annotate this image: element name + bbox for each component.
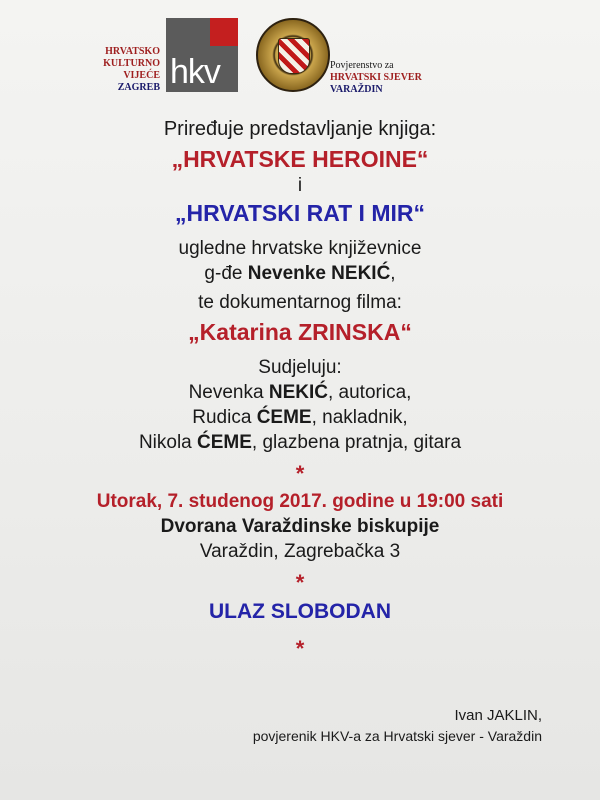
logo-text: hkv bbox=[170, 53, 220, 91]
participant-line bbox=[0, 380, 600, 405]
org-left-line: VIJEĆE bbox=[123, 70, 160, 81]
org-left-line: KULTURNO bbox=[103, 58, 160, 69]
participant-line bbox=[0, 430, 600, 455]
logo-red-square bbox=[210, 18, 238, 46]
conjunction-text: i bbox=[297, 175, 303, 196]
participant-last: NEKIĆ bbox=[268, 382, 328, 403]
hrvatsko-kulturno-vijece-text bbox=[90, 46, 160, 94]
org-right-line: Povjerenstvo za bbox=[330, 60, 394, 71]
event-address: Varaždin, Zagrebačka 3 bbox=[199, 541, 401, 562]
author-name: Nevenke NEKIĆ bbox=[247, 263, 391, 284]
author-desc: ugledne hrvatske književnice bbox=[178, 238, 422, 259]
participant-last: ĆEME bbox=[197, 432, 252, 453]
participant-role: , autorica, bbox=[327, 382, 412, 403]
author-prefix: g-đe bbox=[204, 263, 248, 284]
org-left-line: HRVATSKO bbox=[105, 46, 160, 57]
asterisk-separator-icon: * bbox=[295, 570, 305, 595]
author-line bbox=[0, 261, 600, 286]
org-left-city: ZAGREB bbox=[117, 82, 160, 93]
free-entry-text: ULAZ SLOBODAN bbox=[209, 600, 391, 623]
povjerenstvo-text bbox=[330, 60, 450, 96]
checkerboard-shield-icon bbox=[278, 38, 310, 74]
participant-first: Nevenka bbox=[188, 382, 269, 403]
hkv-logo bbox=[166, 18, 238, 92]
participant-last: ĆEME bbox=[256, 407, 312, 428]
header bbox=[0, 16, 600, 96]
asterisk-separator-icon: * bbox=[295, 461, 305, 486]
event-date: Utorak, 7. studenog 2017. godine u 19:00 sati bbox=[96, 491, 504, 512]
participants-heading: Sudjeluju: bbox=[258, 357, 342, 378]
signatory-name: Ivan JAKLIN, bbox=[454, 707, 542, 724]
invitation-body bbox=[0, 116, 600, 662]
coat-of-arms-seal-icon bbox=[256, 18, 330, 92]
author-suffix: , bbox=[390, 263, 396, 284]
participant-role: , glazbena pratnja, gitara bbox=[251, 432, 462, 453]
participant-line bbox=[0, 405, 600, 430]
asterisk-separator-icon: * bbox=[295, 636, 305, 661]
participant-first: Nikola bbox=[138, 432, 198, 453]
event-venue: Dvorana Varaždinske biskupije bbox=[160, 516, 440, 537]
participant-first: Rudica bbox=[192, 407, 257, 428]
signatory-title: povjerenik HKV-a za Hrvatski sjever - Varaždin bbox=[252, 728, 542, 744]
signature-block bbox=[253, 706, 542, 746]
film-intro: te dokumentarnog filma: bbox=[198, 292, 402, 313]
intro-text: Priređuje predstavljanje knjiga: bbox=[163, 118, 437, 140]
org-right-line: HRVATSKI SJEVER bbox=[330, 72, 422, 83]
participant-role: , nakladnik, bbox=[311, 407, 408, 428]
org-right-city: VARAŽDIN bbox=[330, 84, 383, 95]
book-title-1: „HRVATSKE HEROINE“ bbox=[171, 146, 429, 172]
film-title: „Katarina ZRINSKA“ bbox=[188, 319, 412, 345]
book-title-2: „HRVATSKI RAT I MIR“ bbox=[174, 200, 425, 226]
